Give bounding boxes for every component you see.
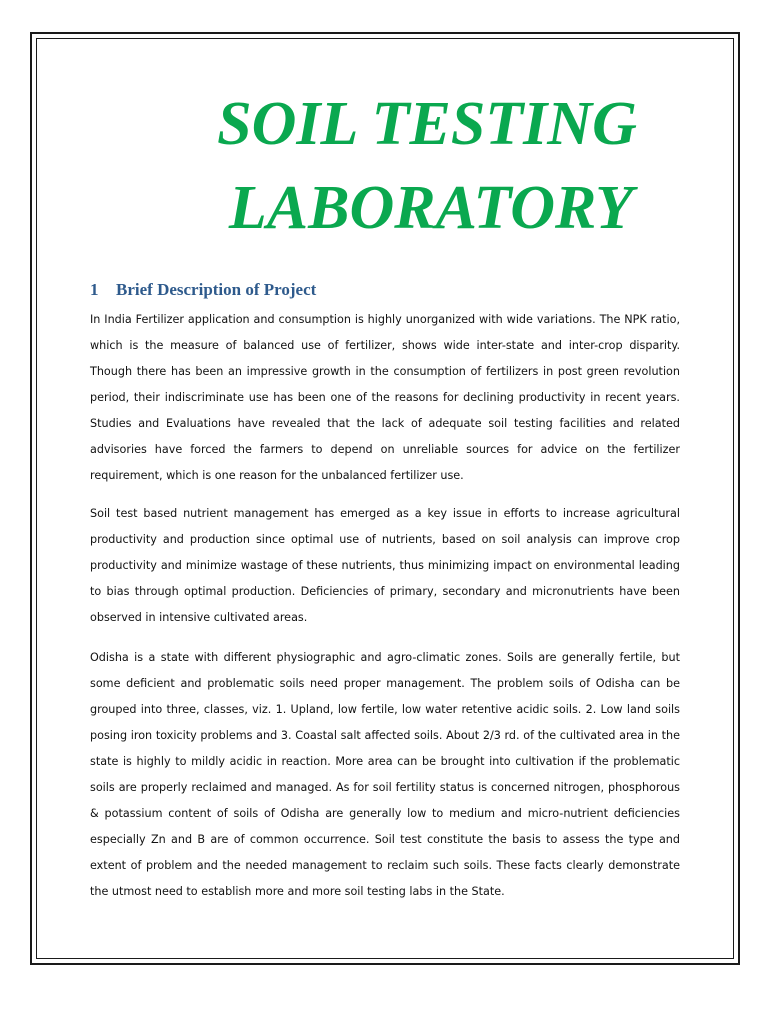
paragraph-3: Odisha is a state with different physiographic and agro-climatic zones. Soils are generally fertile, but some deficient and problematic soils need proper management. The problem soils of Odisha can be grouped into three, classes, viz. 1. Upland, low fertile, low water retentive acidic soils. 2. Low land soils posing iron toxicity problems and 3. Coastal salt affected soils. About 2/3 rd. of the cultivated area in the state is highly to mildly acidic in reaction. More area can be brought into cultivation if the problematic soils are properly reclaimed and managed. As for soil fertility status is concerned nitrogen, phosphorous & potassium content of soils of Odisha are generally low to medium and micro-nutrient deficiencies especially Zn and B are of common occurrence. Soil test constitute the basis to assess the type and extent of problem and the needed management to reclaim such soils. These facts clearly demonstrate the utmost need to establish more and more soil testing labs in the State. xyxy=(90,651,680,898)
section-heading-text: Brief Description of Project xyxy=(116,280,317,299)
paragraph-2: Soil test based nutrient management has emerged as a key issue in efforts to increase agricultural productivity and production since optimal use of nutrients, based on soil analysis can improve crop productivity and minimize wastage of these nutrients, thus minimizing impact on environmental leading to bias through optimal production. Deficiencies of primary, secondary and micronutrients have been observed in intensive cultivated areas. xyxy=(90,507,680,624)
paragraph-1: In India Fertilizer application and consumption is highly unorganized with wide variations. The NPK ratio, which is the measure of balanced use of fertilizer, shows wide inter-state and inter-crop disparity. Though there has been an impressive growth in the consumption of fertilizers in post green revolution period, their indiscriminate use has been one of the reasons for declining productivity in recent years. Studies and Evaluations have revealed that the lack of adequate soil testing facilities and related advisories have forced the farmers to depend on unreliable sources for advice on the fertilizer requirement, which is one reason for the unbalanced fertilizer use. xyxy=(90,313,680,482)
document-title-line-2: LABORATORY xyxy=(228,174,634,242)
section-number: 1 xyxy=(90,280,99,299)
document-title-line-1: SOIL TESTING xyxy=(217,90,637,158)
section-heading xyxy=(90,279,316,301)
